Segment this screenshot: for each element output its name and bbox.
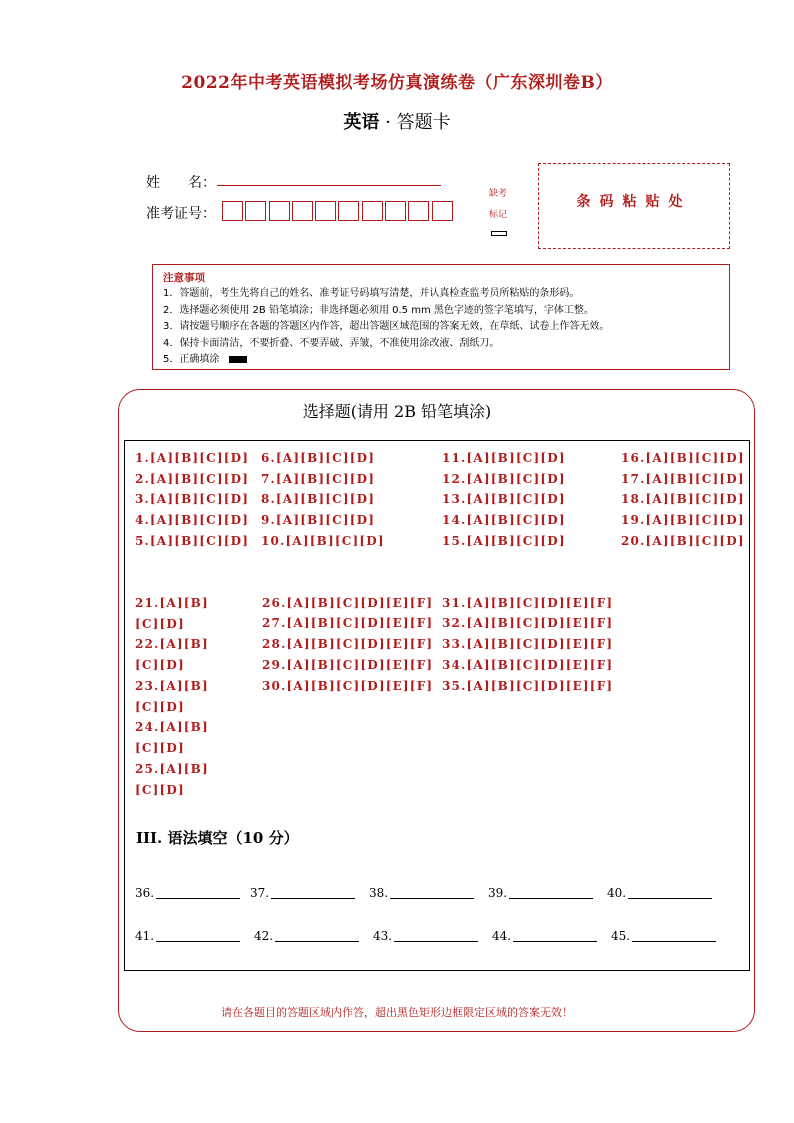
blank-number: 36. [135, 886, 155, 900]
notice-item: 5．正确填涂 [163, 354, 220, 366]
question-15[interactable]: 15.[A][B][C][D] [442, 534, 566, 548]
blank-36[interactable] [135, 886, 240, 900]
blank-42[interactable] [254, 929, 359, 943]
id-digit-box[interactable] [292, 201, 313, 221]
id-digit-box[interactable] [315, 201, 336, 221]
question-35[interactable]: 35.[A][B][C][D][E][F] [442, 679, 614, 693]
question-8[interactable]: 8.[A][B][C][D] [261, 492, 376, 506]
question-13[interactable]: 13.[A][B][C][D] [442, 492, 566, 506]
subtitle-subject: 英语 [343, 112, 380, 133]
blank-line[interactable] [628, 898, 712, 899]
question-17[interactable]: 17.[A][B][C][D] [621, 472, 745, 486]
question-30[interactable]: 30.[A][B][C][D][E][F] [262, 679, 434, 693]
question-22[interactable]: 22.[A][B][C][D] [135, 637, 209, 672]
absent-label-2: 标记 [488, 210, 507, 220]
grammar-section-title: III. 语法填空（10 分） [136, 829, 299, 847]
blank-43[interactable] [373, 929, 478, 943]
blank-line[interactable] [390, 898, 474, 899]
blank-45[interactable] [611, 929, 716, 943]
blank-line[interactable] [513, 941, 597, 942]
id-digit-box[interactable] [385, 201, 406, 221]
question-19[interactable]: 19.[A][B][C][D] [621, 513, 745, 527]
blank-39[interactable] [488, 886, 593, 900]
question-31[interactable]: 31.[A][B][C][D][E][F] [442, 596, 614, 610]
question-33[interactable]: 33.[A][B][C][D][E][F] [442, 637, 614, 651]
id-digit-box[interactable] [408, 201, 429, 221]
notice-title: 注意事项 [163, 272, 205, 284]
question-21[interactable]: 21.[A][B][C][D] [135, 596, 209, 631]
question-12[interactable]: 12.[A][B][C][D] [442, 472, 566, 486]
page-title: 2022年中考英语模拟考场仿真演练卷（广东深圳卷B） [181, 73, 613, 93]
footer-warning: 请在各题目的答题区域内作答，超出黑色矩形边框限定区域的答案无效！ [221, 1006, 573, 1019]
id-digit-box[interactable] [362, 201, 383, 221]
question-14[interactable]: 14.[A][B][C][D] [442, 513, 566, 527]
question-7[interactable]: 7.[A][B][C][D] [261, 472, 376, 486]
question-28[interactable]: 28.[A][B][C][D][E][F] [262, 637, 434, 651]
blank-number: 41. [135, 929, 155, 943]
blank-40[interactable] [607, 886, 712, 900]
blank-line[interactable] [394, 941, 478, 942]
notice-item: 4．保持卡面清洁，不要折叠、不要弄破、弄皱，不准使用涂改液、刮纸刀。 [163, 337, 500, 349]
subtitle-separator: · [385, 112, 391, 133]
absent-label-1: 缺考 [488, 189, 507, 199]
question-5[interactable]: 5.[A][B][C][D] [135, 534, 250, 548]
blank-line[interactable] [509, 898, 593, 899]
question-24[interactable]: 24.[A][B][C][D] [135, 720, 209, 755]
barcode-area: 条码粘贴处 [538, 163, 730, 249]
question-2[interactable]: 2.[A][B][C][D] [135, 472, 250, 486]
name-field[interactable] [217, 185, 441, 186]
id-digit-box[interactable] [269, 201, 290, 221]
blank-number: 42. [254, 929, 274, 943]
question-10[interactable]: 10.[A][B][C][D] [261, 534, 385, 548]
blank-number: 43. [373, 929, 393, 943]
question-1[interactable]: 1.[A][B][C][D] [135, 451, 250, 465]
absent-mark-label [484, 184, 512, 226]
notice-item: 2．选择题必须使用 2B 铅笔填涂；非选择题必须用 0.5 mm 黑色字迹的签字笔填写，字体工整。 [163, 304, 594, 316]
question-20[interactable]: 20.[A][B][C][D] [621, 534, 745, 548]
id-label: 准考证号： [146, 206, 216, 222]
question-34[interactable]: 34.[A][B][C][D][E][F] [442, 658, 614, 672]
blank-line[interactable] [271, 898, 355, 899]
id-digit-box[interactable] [338, 201, 359, 221]
notice-item: 1．答题前，考生先将自己的姓名、准考证号码填写清楚，并认真检查监考员所粘贴的条形码。 [163, 288, 580, 300]
blank-line[interactable] [156, 941, 240, 942]
question-26[interactable]: 26.[A][B][C][D][E][F] [262, 596, 434, 610]
absent-mark-box[interactable] [491, 231, 507, 236]
question-9[interactable]: 9.[A][B][C][D] [261, 513, 376, 527]
id-digit-box[interactable] [222, 201, 243, 221]
blank-38[interactable] [369, 886, 474, 900]
blank-number: 38. [369, 886, 389, 900]
blank-line[interactable] [275, 941, 359, 942]
question-18[interactable]: 18.[A][B][C][D] [621, 492, 745, 506]
question-23[interactable]: 23.[A][B][C][D] [135, 679, 209, 714]
blank-41[interactable] [135, 929, 240, 943]
blank-number: 45. [611, 929, 631, 943]
blank-37[interactable] [250, 886, 355, 900]
notice-item: 3．请按题号顺序在各题的答题区内作答，超出答题区域范围的答案无效，在草纸、试卷上作答无效。 [163, 321, 610, 333]
name-label: 姓 名： [146, 175, 216, 191]
blank-number: 37. [250, 886, 270, 900]
question-6[interactable]: 6.[A][B][C][D] [261, 451, 376, 465]
question-25[interactable]: 25.[A][B][C][D] [135, 762, 209, 797]
blank-number: 40. [607, 886, 627, 900]
question-16[interactable]: 16.[A][B][C][D] [621, 451, 745, 465]
blank-number: 39. [488, 886, 508, 900]
notice-item-fill-example [163, 352, 729, 368]
filled-mark-example [229, 356, 247, 363]
notice-box [152, 264, 730, 370]
blank-line[interactable] [156, 898, 240, 899]
blank-44[interactable] [492, 929, 597, 943]
question-3[interactable]: 3.[A][B][C][D] [135, 492, 250, 506]
question-4[interactable]: 4.[A][B][C][D] [135, 513, 250, 527]
blank-number: 44. [492, 929, 512, 943]
question-11[interactable]: 11.[A][B][C][D] [442, 451, 566, 465]
blank-line[interactable] [632, 941, 716, 942]
question-27[interactable]: 27.[A][B][C][D][E][F] [262, 616, 434, 630]
id-digit-box[interactable] [432, 201, 453, 221]
id-number-boxes[interactable] [222, 201, 455, 221]
id-digit-box[interactable] [245, 201, 266, 221]
question-32[interactable]: 32.[A][B][C][D][E][F] [442, 616, 614, 630]
choice-section-title: 选择题(请用 2B 铅笔填涂) [302, 402, 492, 421]
question-29[interactable]: 29.[A][B][C][D][E][F] [262, 658, 434, 672]
subtitle-rest: 答题卡 [396, 112, 451, 133]
subtitle [0, 108, 794, 134]
